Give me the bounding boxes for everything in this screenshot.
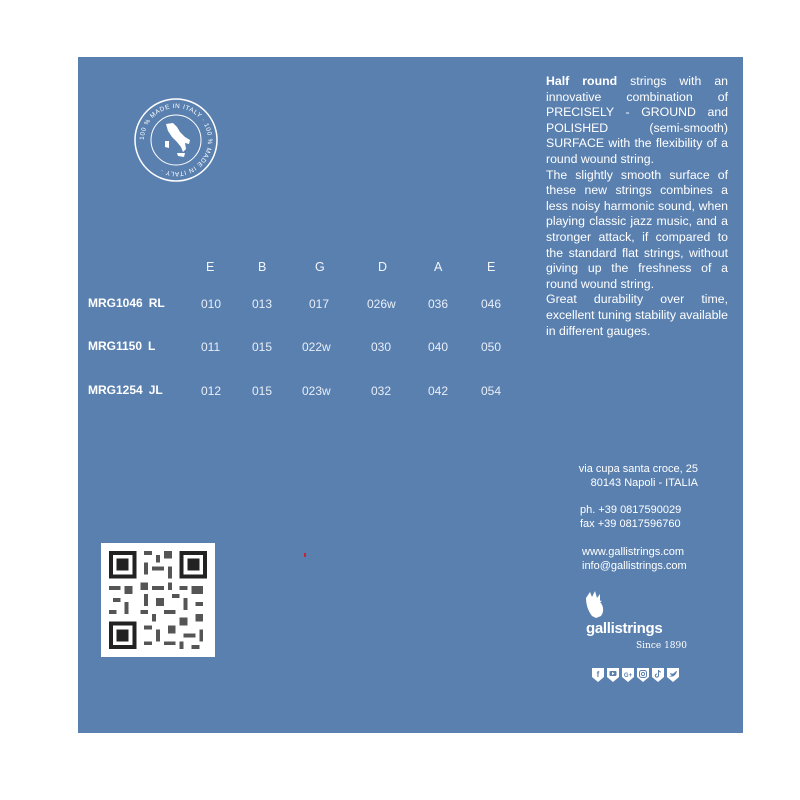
set-code: MRG1150 (88, 339, 143, 353)
table-cell: 013 (252, 297, 273, 311)
qr-code[interactable] (101, 543, 215, 657)
table-cell: 046 (481, 297, 502, 311)
product-description (546, 74, 728, 339)
set-code: MRG1254 (88, 383, 143, 397)
twitter-icon[interactable] (666, 667, 680, 683)
brand-name: gallistrings (586, 620, 663, 637)
youtube-icon[interactable] (606, 667, 620, 683)
svg-text:f: f (596, 670, 600, 679)
table-cell: 036 (428, 297, 449, 311)
table-cell: 042 (428, 384, 449, 398)
phone-block (580, 503, 700, 531)
brand-tagline: Since 1890 (636, 641, 687, 651)
table-row-label (88, 296, 165, 310)
email-link[interactable]: info@gallistrings.com (582, 560, 687, 572)
description-durability: Great durability over time, excellent tuning stability available in different gauges. (546, 292, 728, 338)
set-code: MRG1046 (88, 296, 143, 310)
string-header-a: A (434, 260, 443, 274)
address-city: 80143 Napoli - ITALIA (590, 477, 698, 489)
table-cell: 040 (428, 340, 449, 354)
made-in-italy-seal (133, 97, 219, 183)
seal-text: 100 % MADE IN ITALY · 100 % MADE IN ITALY · (138, 102, 214, 178)
table-cell: 015 (252, 384, 273, 398)
table-cell: 023w (302, 384, 331, 398)
string-header-e-high: E (206, 260, 215, 274)
google-plus-icon[interactable] (621, 667, 635, 683)
set-gauge: JL (148, 383, 163, 397)
address-street: via cupa santa croce, 25 (578, 463, 698, 475)
description-intro (546, 74, 728, 168)
set-gauge: RL (148, 296, 165, 310)
fax-number: fax +39 0817596760 (580, 518, 681, 530)
table-cell: 012 (201, 384, 222, 398)
table-cell: 026w (367, 297, 396, 311)
table-cell: 011 (201, 340, 221, 354)
table-cell: 054 (481, 384, 502, 398)
table-cell: 032 (371, 384, 392, 398)
facebook-icon[interactable] (591, 667, 605, 683)
set-gauge: L (148, 339, 156, 353)
table-cell: 015 (252, 340, 273, 354)
table-cell: 017 (309, 297, 330, 311)
table-row-label (88, 339, 155, 353)
description-sound: The slightly smooth surface of these new strings combines a less noisy harmonic sound, when playing classic jazz music, and a stronger attack, if compared to the standard flat strings, without giving up the freshness of a round wound string. (546, 167, 728, 291)
print-mark (304, 553, 306, 557)
svg-text:G+: G+ (623, 673, 633, 679)
table-cell: 030 (371, 340, 392, 354)
tiktok-icon[interactable] (651, 667, 665, 683)
description-lead-bold: Half round (546, 74, 618, 88)
table-cell: 022w (302, 340, 331, 354)
description-lead-text: strings with an innovative combination of PRECISELY - GROUND and POLISHED (semi-smooth) SURFACE with the flexibility of a round wound string. (546, 74, 728, 166)
instagram-icon[interactable] (636, 667, 650, 683)
table-row-label (88, 383, 163, 397)
string-header-d: D (378, 260, 388, 274)
web-block (582, 545, 687, 573)
string-header-b: B (258, 260, 267, 274)
website-link[interactable]: www.gallistrings.com (582, 546, 685, 558)
phone-number: ph. +39 0817590029 (580, 504, 682, 516)
table-cell: 010 (201, 297, 222, 311)
table-cell: 050 (481, 340, 502, 354)
string-header-g: G (315, 260, 326, 274)
string-header-e-low: E (487, 260, 496, 274)
rooster-logo-icon (580, 588, 700, 648)
address-block (578, 462, 698, 490)
